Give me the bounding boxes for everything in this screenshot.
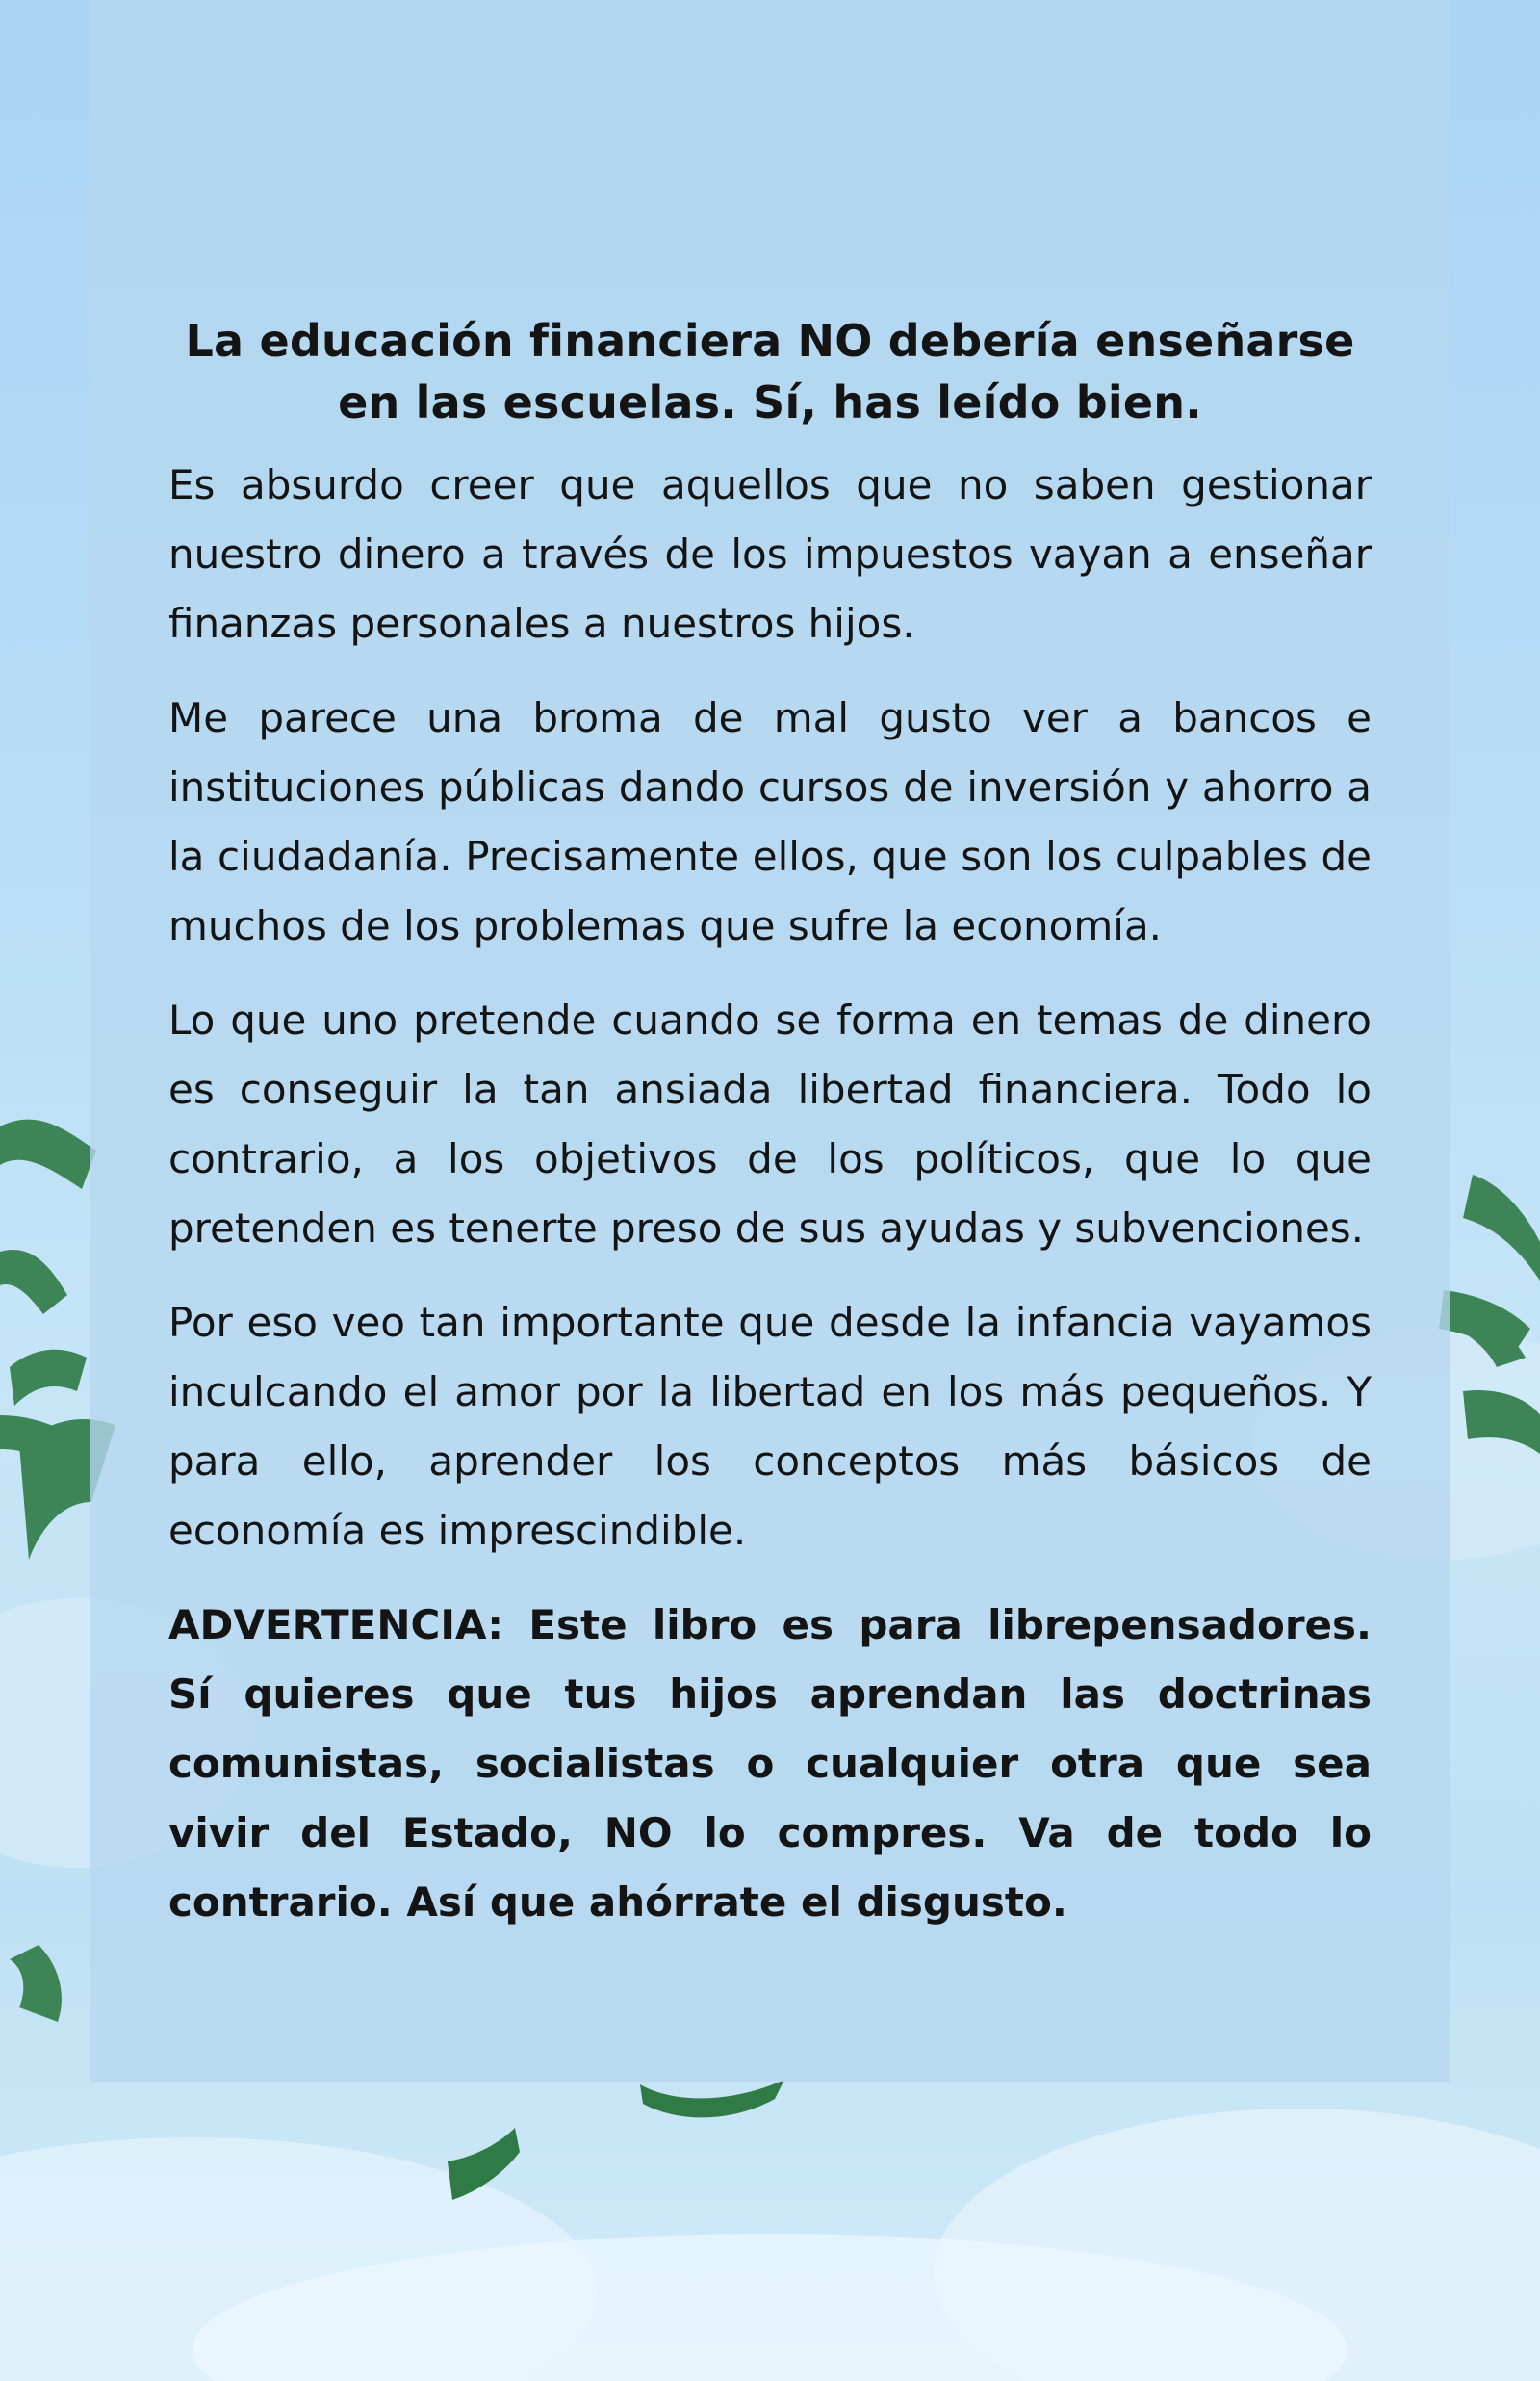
paragraph-2: Me parece una broma de mal gusto ver a bancos e instituciones públicas dando cursos de inversión y ahorro a la ciudadanía. Precisamente ellos, que son los culpables de muchos de los problemas que sufre la economía. [168, 694, 1372, 949]
headline-line-1: La educación financiera NO debería enseñarse [185, 315, 1355, 367]
paragraph-3: Lo que uno pretende cuando se forma en temas de dinero es conseguir la tan ansiada libertad financiera. Todo lo contrario, a los objetivos de los políticos, que lo que pretenden es tenerte preso de sus ayudas y subvenciones. [168, 996, 1372, 1252]
paragraph-1: Es absurdo creer que aquellos que no saben gestionar nuestro dinero a través de los impuestos vayan a enseñar finanzas personales a nuestros hijos. [168, 461, 1372, 647]
headline-line-2: en las escuelas. Sí, has leído bien. [338, 376, 1202, 428]
headline [168, 310, 1372, 433]
back-cover-text [168, 310, 1372, 1937]
warning-paragraph: ADVERTENCIA: Este libro es para librepensadores. Sí quieres que tus hijos aprendan las doctrinas comunistas, socialistas o cualquier otra que sea vivir del Estado, NO lo compres. Va de todo lo contrario. Así que ahórrate el disgusto. [168, 1601, 1372, 1926]
paragraph-4: Por eso veo tan importante que desde la infancia vayamos inculcando el amor por la libertad en los más pequeños. Y para ello, aprender los conceptos más básicos de economía es imprescindible. [168, 1299, 1372, 1554]
